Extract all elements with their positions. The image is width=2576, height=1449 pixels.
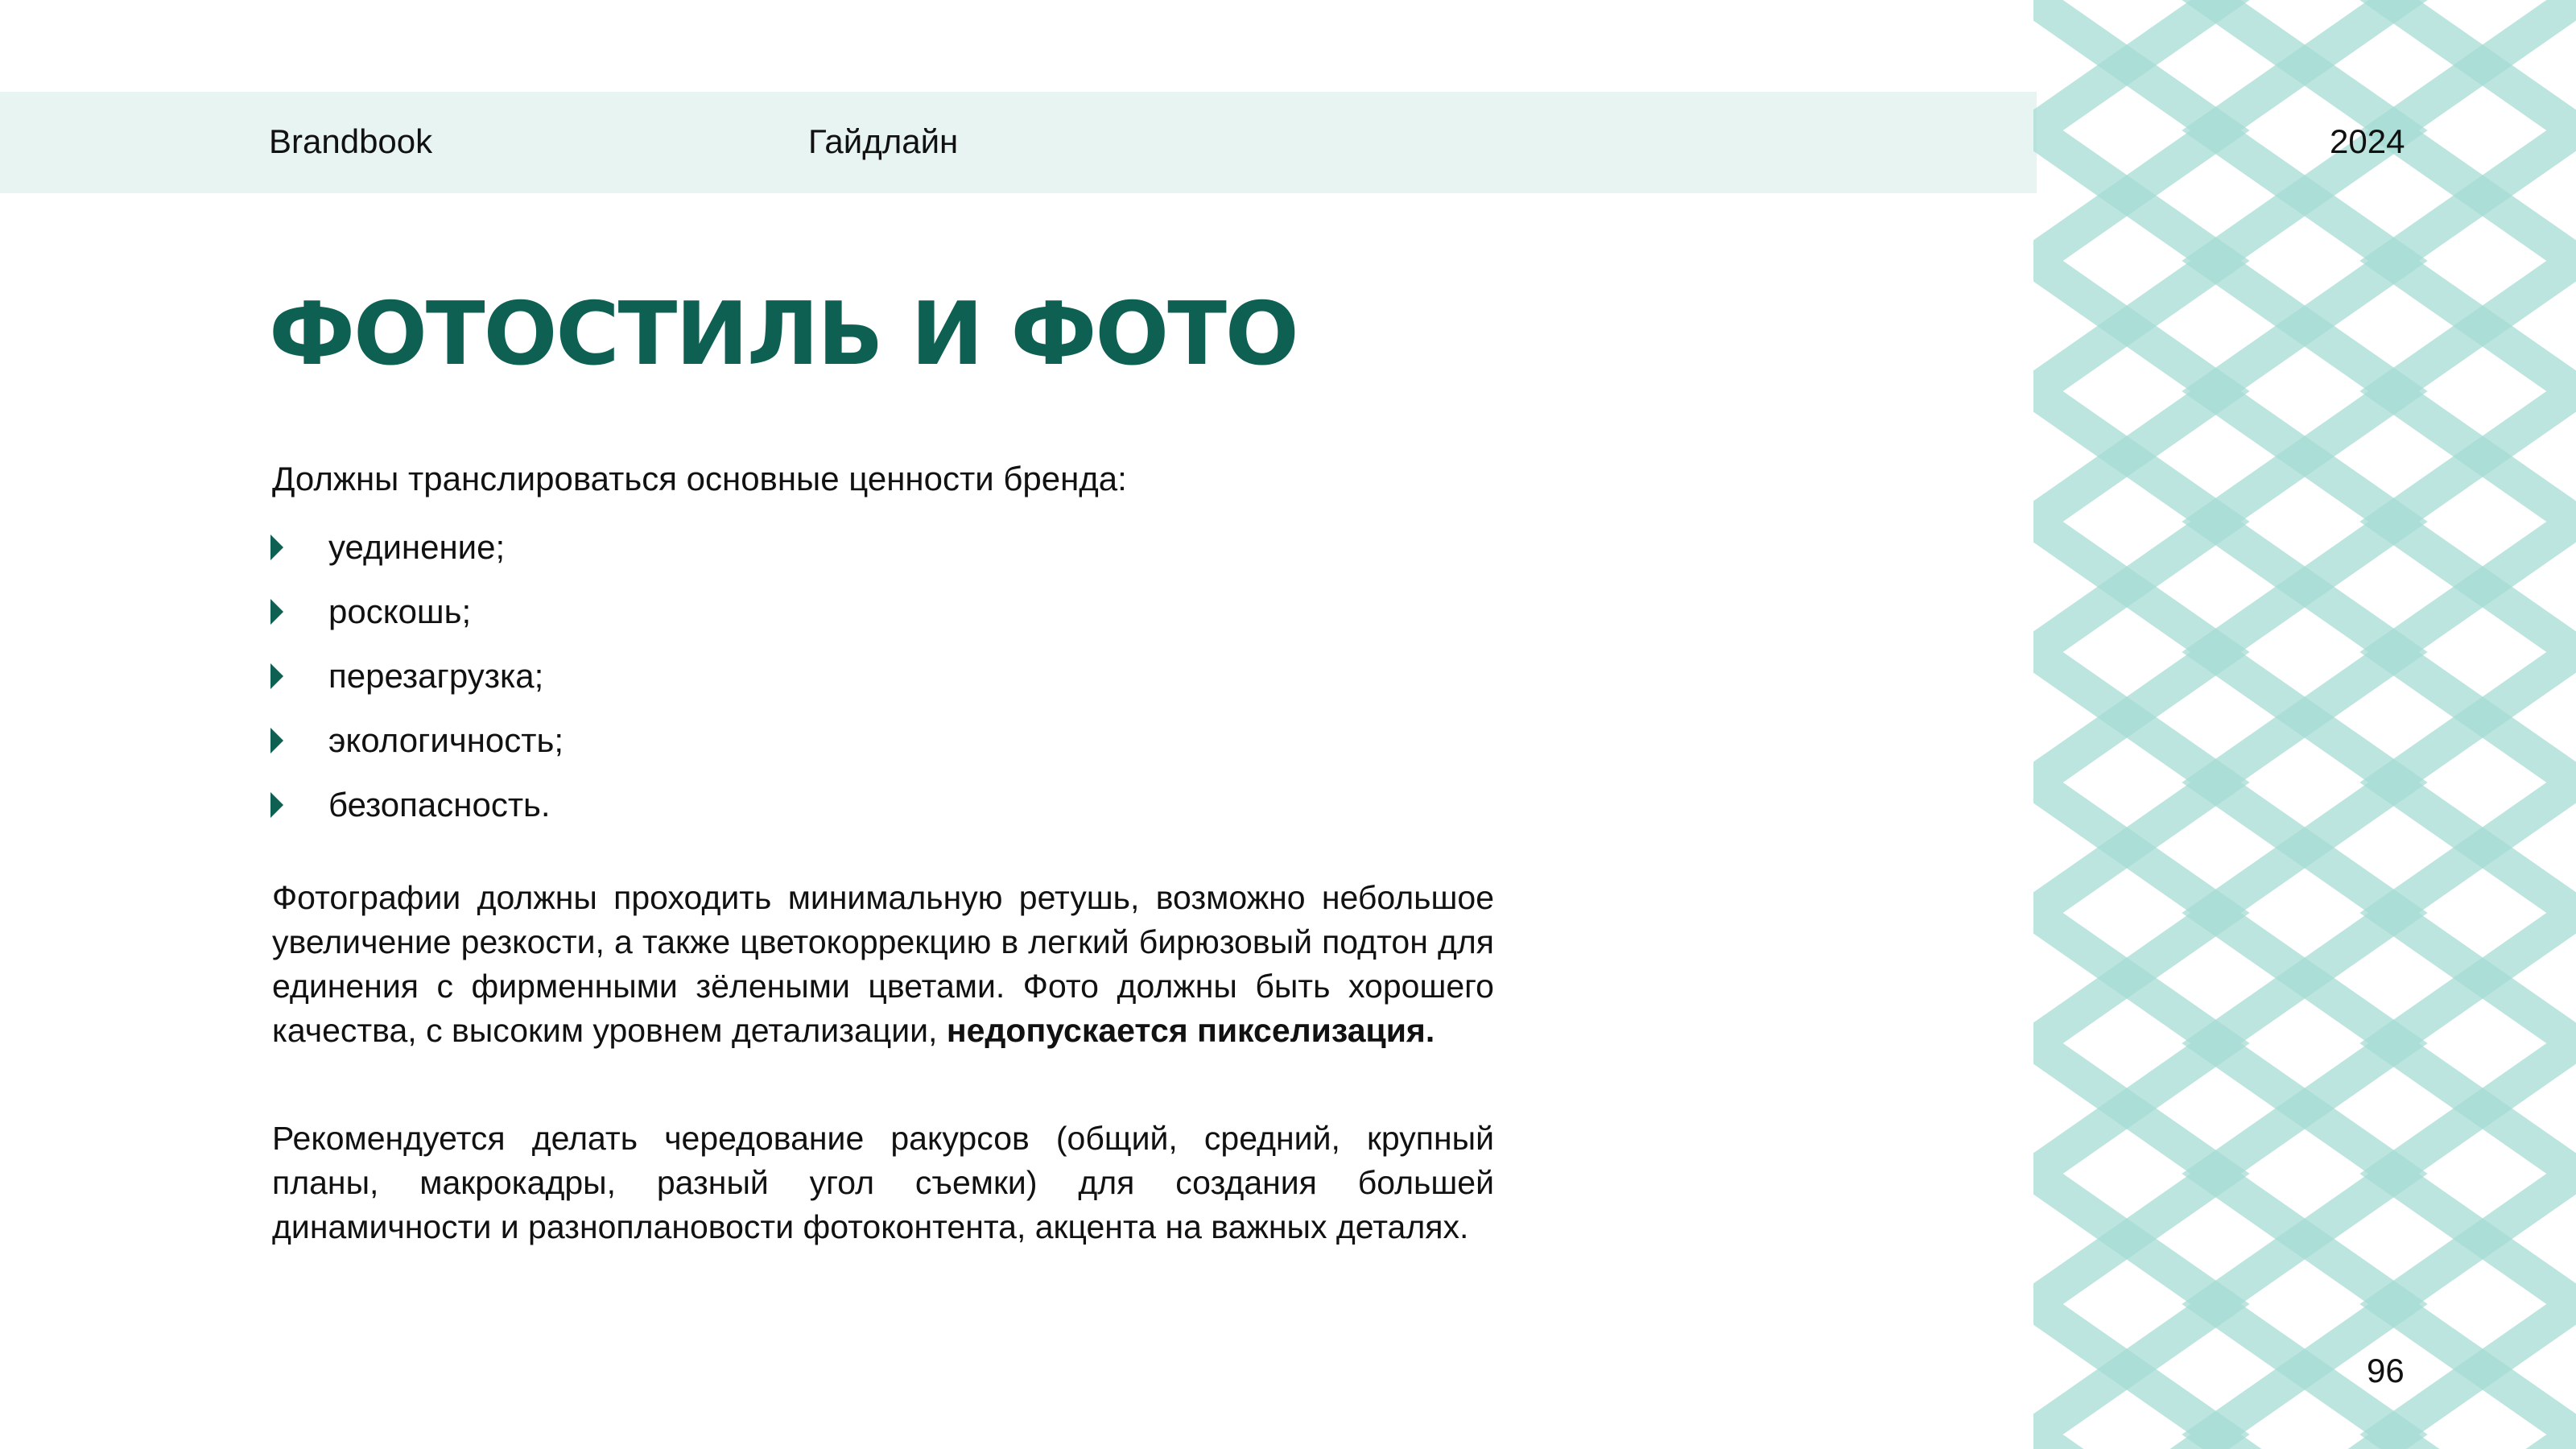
brand-label: Brandbook <box>269 122 433 160</box>
zigzag-line <box>2127 0 2220 1449</box>
list-item-label: безопасность. <box>328 786 551 824</box>
page-number: 96 <box>2367 1352 2405 1389</box>
list-item <box>269 773 564 837</box>
list-item-label: перезагрузка; <box>328 657 544 695</box>
list-item-label: уединение; <box>328 528 506 566</box>
retouch-emphasis: недопускается пикселизация. <box>946 1012 1435 1049</box>
list-item <box>269 580 564 644</box>
bullet-triangle-icon <box>270 599 283 625</box>
angles-paragraph: Рекомендуется делать чередование ракурсов (общий, средний, крупный планы, макрокадры, разный угол съемки) для создания большей динамичности и разноплановости фотоконтента, акцента на важных деталях. <box>272 1120 1494 1245</box>
list-item <box>269 515 564 580</box>
zigzag-line <box>2483 0 2576 1449</box>
zigzag-pattern <box>2033 0 2576 1449</box>
values-list <box>269 515 564 837</box>
page-title: ФОТОСТИЛЬ И ФОТО <box>269 284 1298 385</box>
retouch-text: Фотографии должны проходить минимальную ретушь, возможно небольшое увеличение резкости, а также цветокоррекцию в легкий бирюзовый подтон для единения с фирменными зёлеными цветами. Фото должны быть хорошего качества, с высоким уровнем детализации, <box>272 879 1494 1049</box>
values-intro: Должны транслироваться основные ценности бренда: <box>272 460 1127 497</box>
section-label: Гайдлайн <box>808 122 959 160</box>
list-item-label: роскошь; <box>328 592 472 630</box>
bullet-triangle-icon <box>270 728 283 753</box>
retouch-paragraph <box>272 876 1494 1053</box>
bullet-triangle-icon <box>270 792 283 818</box>
year-label: 2024 <box>2330 122 2405 160</box>
zigzag-line <box>2305 0 2398 1449</box>
bullet-triangle-icon <box>270 535 283 560</box>
bullet-triangle-icon <box>270 663 283 689</box>
list-item-label: экологичность; <box>328 721 564 759</box>
list-item <box>269 644 564 708</box>
list-item <box>269 708 564 773</box>
